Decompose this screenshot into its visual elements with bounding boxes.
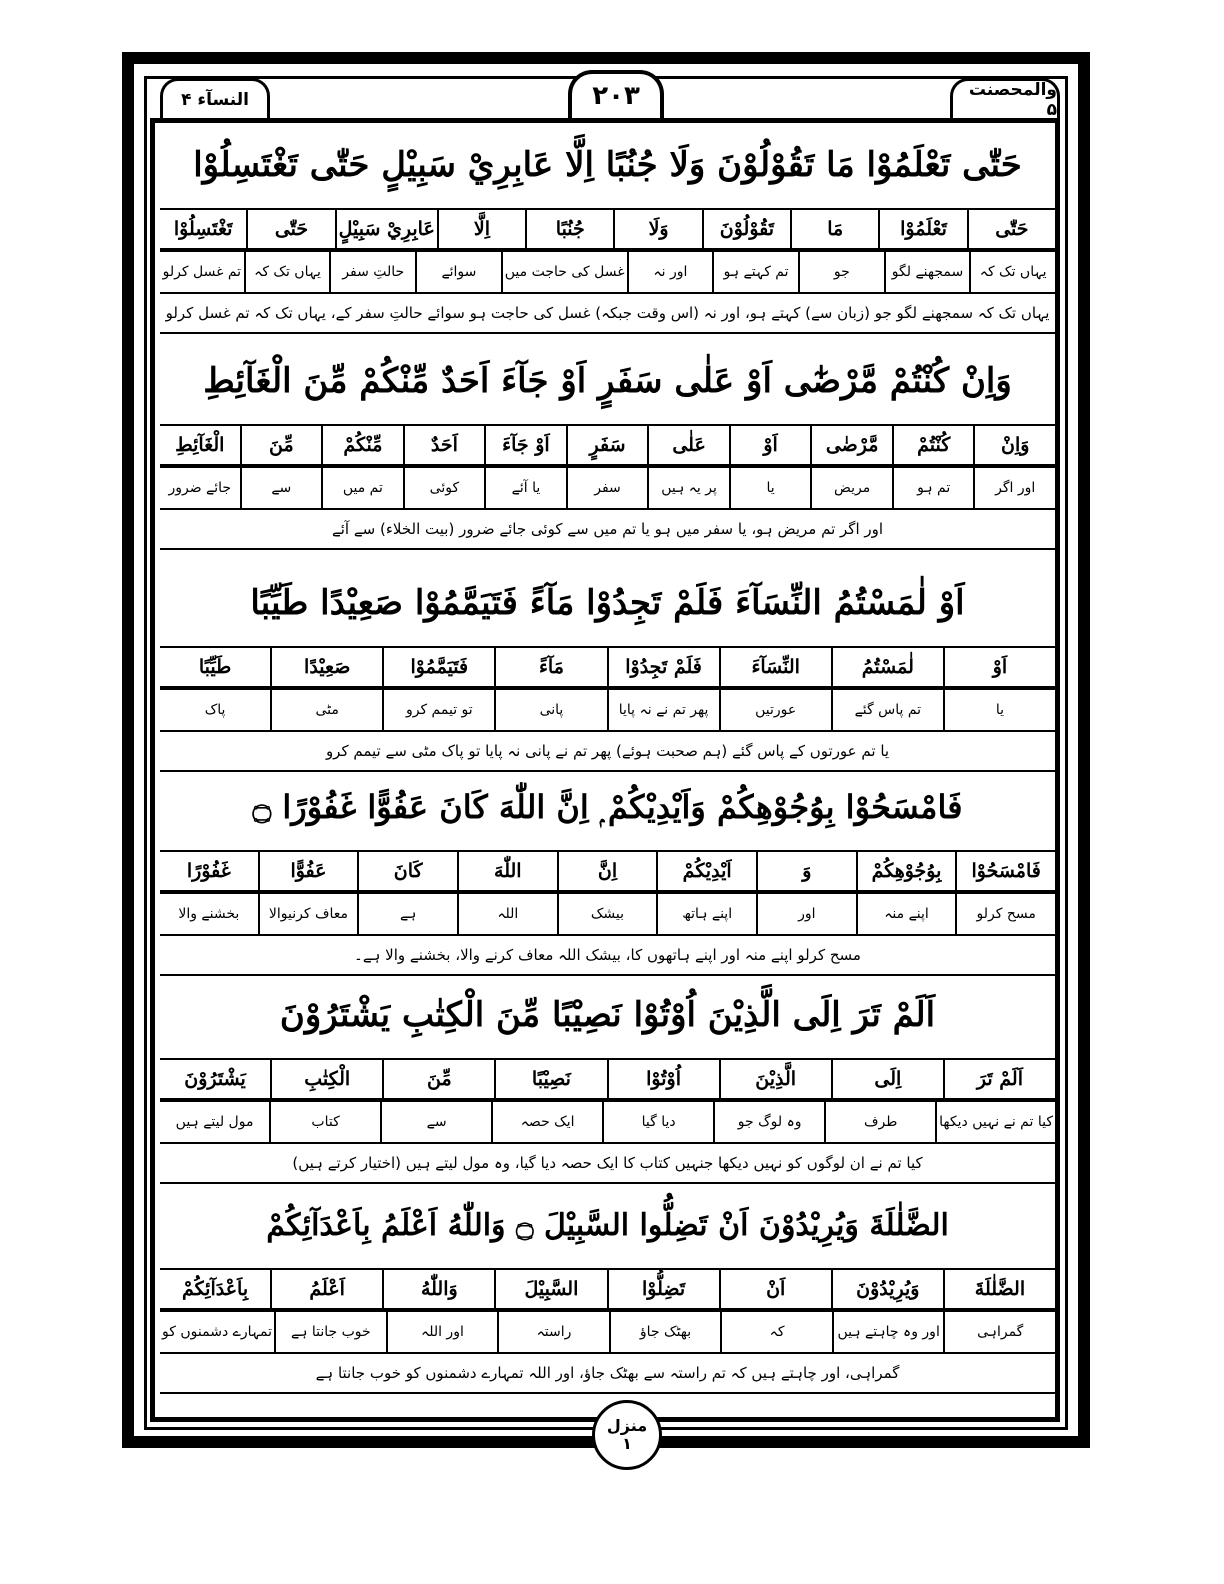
meaning-cell: مٹی bbox=[270, 690, 382, 730]
meaning-cell: اور اگر bbox=[973, 468, 1055, 508]
translation-line: یہاں تک کہ سمجھنے لگو جو (زبان سے) کہتے ہو، اور نہ (اس وقت جبکہ) غسل کی حاجت ہو سوائے حالتِ سفر کے، یہاں تک کہ تم غسل کرلو bbox=[160, 294, 1055, 334]
word-cell: مِّنَ bbox=[382, 1060, 494, 1098]
meaning-cell: یہاں تک کہ bbox=[244, 252, 330, 292]
word-cell: اَحَدٌ bbox=[403, 426, 485, 464]
word-row bbox=[160, 424, 1055, 466]
meaning-row bbox=[160, 688, 1055, 732]
meaning-cell: پر یہ ہیں bbox=[647, 468, 729, 508]
meaning-cell: سے bbox=[380, 1102, 491, 1142]
translation-line: یا تم عورتوں کے پاس گئے (ہم صحبت ہوئے) پھر تم نے پانی نہ پایا تو پاک مٹی سے تیمم کرو bbox=[160, 732, 1055, 772]
word-cell: سَفَرٍ bbox=[566, 426, 648, 464]
word-cell: وَيُرِيْدُوْنَ bbox=[831, 1270, 943, 1308]
meaning-cell: غسل کی حاجت میں bbox=[501, 252, 627, 292]
meaning-cell: عورتیں bbox=[719, 690, 831, 730]
meaning-cell: طرف bbox=[824, 1102, 935, 1142]
meaning-cell: وہ لوگ جو bbox=[713, 1102, 824, 1142]
meaning-cell: مسح کرلو bbox=[955, 894, 1055, 934]
meaning-row bbox=[160, 1100, 1055, 1144]
meaning-cell: کوئی bbox=[403, 468, 485, 508]
meaning-cell: ایک حصہ bbox=[491, 1102, 602, 1142]
meaning-cell: اپنے منہ bbox=[856, 894, 956, 934]
word-cell: فَلَمْ تَجِدُوْا bbox=[607, 648, 719, 686]
meaning-cell: بھٹک جاؤ bbox=[609, 1312, 721, 1352]
word-cell: غَفُوْرًا bbox=[186, 860, 231, 882]
word-cell: الضَّلٰلَةَ bbox=[943, 1270, 1055, 1308]
word-cell: حَتّٰى bbox=[967, 210, 1055, 248]
word-cell: طَيِّبًا bbox=[198, 656, 232, 678]
translation-line: مسح کرلو اپنے منہ اور اپنے ہاتھوں کا، بیشک اللہ معاف کرنے والا، بخشنے والا ہے۔ bbox=[160, 936, 1055, 976]
verse-line: فَامْسَحُوْا بِوُجُوْهِكُمْ وَاَيْدِيْكُمْ ۭ اِنَّ اللّٰهَ كَانَ عَفُوًّا غَفُوْرًا ۝ bbox=[252, 787, 963, 826]
word-cell: حَتّٰى bbox=[246, 210, 334, 248]
translation-line: کیا تم نے ان لوگوں کو نہیں دیکھا جنہیں کتاب کا ایک حصہ دیا گیا، وہ مول لیتے ہیں (اختیار کرتے ہیں) bbox=[160, 1144, 1055, 1184]
word-cell: وَلَا bbox=[613, 210, 701, 248]
word-cell: كَانَ bbox=[357, 852, 457, 890]
meaning-cell: خوب جانتا ہے bbox=[274, 1312, 386, 1352]
meaning-cell: سفر bbox=[566, 468, 648, 508]
word-cell: لٰمَسْتُمُ bbox=[831, 648, 943, 686]
meaning-cell: پھر تم نے نہ پایا bbox=[607, 690, 719, 730]
word-cell: كُنْتُمْ bbox=[892, 426, 974, 464]
word-cell: اَنْ bbox=[719, 1270, 831, 1308]
word-row bbox=[160, 208, 1055, 250]
meaning-row bbox=[160, 466, 1055, 510]
word-cell: فَتَيَمَّمُوْا bbox=[382, 648, 494, 686]
meaning-cell: اور وہ چاہتے ہیں bbox=[832, 1312, 944, 1352]
meaning-cell: جو bbox=[798, 252, 884, 292]
word-cell: تَغْتَسِلُوْا bbox=[173, 218, 233, 240]
manzil-label: منزل bbox=[606, 1416, 648, 1436]
word-cell: اُوْتُوْا bbox=[607, 1060, 719, 1098]
translation-line: اور اگر تم مریض ہو، یا سفر میں ہو یا تم میں سے کوئی جائے ضرور (بیت الخلاء) سے آئے bbox=[160, 510, 1055, 550]
word-cell: اَوْ bbox=[729, 426, 811, 464]
meaning-cell: تم پاس گئے bbox=[831, 690, 943, 730]
meaning-cell: سے bbox=[240, 468, 322, 508]
meaning-cell: تم ہو bbox=[892, 468, 974, 508]
word-cell: اِنَّ bbox=[557, 852, 657, 890]
word-cell: السَّبِيْلَ bbox=[494, 1270, 606, 1308]
word-cell: الْغَآئِطِ bbox=[175, 434, 225, 456]
meaning-row bbox=[160, 892, 1055, 936]
word-cell: مَا bbox=[790, 210, 878, 248]
meaning-cell: تمہارے دشمنوں کو bbox=[162, 1324, 273, 1340]
meaning-cell: سوائے bbox=[415, 252, 501, 292]
word-cell: اِلَّا bbox=[437, 210, 525, 248]
word-cell: نَصِيْبًا bbox=[494, 1060, 606, 1098]
word-cell: فَامْسَحُوْا bbox=[955, 852, 1055, 890]
word-cell: بِوُجُوْهِكُمْ bbox=[856, 852, 956, 890]
meaning-cell: حالتِ سفر bbox=[329, 252, 415, 292]
verse-line: حَتّٰى تَعْلَمُوْا مَا تَقُوْلُوْنَ وَلَا جُنُبًا اِلَّا عَابِرِيْ سَبِيْلٍ حَتّٰى تَغْتَسِلُوْا bbox=[193, 145, 1022, 185]
page-number: ۲۰۳ bbox=[568, 70, 664, 118]
word-cell: اَلَمْ تَرَ bbox=[943, 1060, 1055, 1098]
word-cell: الَّذِيْنَ bbox=[719, 1060, 831, 1098]
meaning-cell: یا bbox=[943, 690, 1055, 730]
word-row bbox=[160, 1268, 1055, 1310]
meaning-cell: تم میں bbox=[321, 468, 403, 508]
meaning-cell: اور اللہ bbox=[386, 1312, 498, 1352]
word-cell: صَعِيْدًا bbox=[270, 648, 382, 686]
meaning-cell: دیا گیا bbox=[602, 1102, 713, 1142]
word-row bbox=[160, 850, 1055, 892]
word-cell: اللّٰهَ bbox=[457, 852, 557, 890]
word-cell: يَشْتَرُوْنَ bbox=[184, 1068, 246, 1090]
word-cell: اَيْدِيْكُمْ bbox=[656, 852, 756, 890]
word-cell: مِّنْكُمْ bbox=[321, 426, 403, 464]
meaning-cell: اپنے ہاتھ bbox=[656, 894, 756, 934]
meaning-cell: پانی bbox=[494, 690, 606, 730]
meaning-cell: تو تیمم کرو bbox=[382, 690, 494, 730]
meaning-cell: اللہ bbox=[457, 894, 557, 934]
meaning-cell: ہے bbox=[357, 894, 457, 934]
word-cell: وَاللّٰهُ bbox=[382, 1270, 494, 1308]
word-cell: مَآءً bbox=[494, 648, 606, 686]
word-cell: الْكِتٰبِ bbox=[270, 1060, 382, 1098]
meaning-cell: اور bbox=[756, 894, 856, 934]
word-row bbox=[160, 646, 1055, 688]
meaning-cell: بخشنے والا bbox=[178, 906, 240, 922]
meaning-cell: یہاں تک کہ bbox=[969, 252, 1055, 292]
meaning-cell: مول لیتے ہیں bbox=[175, 1114, 254, 1130]
word-cell: اَعْلَمُ bbox=[270, 1270, 382, 1308]
word-row bbox=[160, 1058, 1055, 1100]
word-cell: تَضِلُّوْا bbox=[607, 1270, 719, 1308]
word-cell: النِّسَآءَ bbox=[719, 648, 831, 686]
manzil-number: ۱ bbox=[622, 1434, 632, 1453]
meaning-cell: جائے ضرور bbox=[168, 480, 232, 496]
word-cell: عَابِرِيْ سَبِيْلٍ bbox=[335, 210, 437, 248]
word-cell: عَفُوًّا bbox=[258, 852, 358, 890]
meaning-cell: تم غسل کرلو bbox=[162, 264, 242, 280]
meaning-cell: بیشک bbox=[557, 894, 657, 934]
meaning-cell: سمجھنے لگو bbox=[884, 252, 970, 292]
word-cell: جُنُبًا bbox=[525, 210, 613, 248]
word-cell: اَوْ bbox=[943, 648, 1055, 686]
word-cell: تَقُوْلُوْنَ bbox=[702, 210, 790, 248]
meaning-cell: یا bbox=[729, 468, 811, 508]
meaning-cell: مریض bbox=[810, 468, 892, 508]
meaning-row bbox=[160, 250, 1055, 294]
surah-name-label: النسآء ۴ bbox=[160, 78, 270, 118]
verse-line: اَوْ لٰمَسْتُمُ النِّسَآءَ فَلَمْ تَجِدُوْا مَآءً فَتَيَمَّمُوْا صَعِيْدًا طَيِّبًا bbox=[250, 583, 965, 623]
meaning-row bbox=[160, 1310, 1055, 1354]
meaning-cell: تم کہتے ہو bbox=[712, 252, 798, 292]
word-cell: بِاَعْدَآئِكُمْ bbox=[182, 1278, 249, 1300]
verse-line: وَاِنْ كُنْتُمْ مَّرْضٰٓى اَوْ عَلٰى سَفَرٍ اَوْ جَآءَ اَحَدٌ مِّنْكُمْ مِّنَ الْغَآئِطِ bbox=[203, 361, 1012, 401]
meaning-cell: معاف کرنیوالا bbox=[258, 894, 358, 934]
translation-line: گمراہی، اور چاہتے ہیں کہ تم راستہ سے بھٹک جاؤ، اور اللہ تمہارے دشمنوں کو خوب جانتا ہے bbox=[160, 1354, 1055, 1394]
meaning-cell: اور نہ bbox=[627, 252, 713, 292]
word-cell: وَ bbox=[756, 852, 856, 890]
word-cell: اِلَى bbox=[831, 1060, 943, 1098]
meaning-cell: کیا تم نے نہیں دیکھا bbox=[935, 1102, 1055, 1142]
word-cell: اَوْ جَآءَ bbox=[484, 426, 566, 464]
word-cell: عَلٰى bbox=[647, 426, 729, 464]
verse-line: اَلَمْ تَرَ اِلَى الَّذِيْنَ اُوْتُوْا نَصِيْبًا مِّنَ الْكِتٰبِ يَشْتَرُوْنَ bbox=[279, 995, 936, 1035]
word-cell: وَاِنْ bbox=[973, 426, 1055, 464]
meaning-cell: گمراہی bbox=[943, 1312, 1055, 1352]
surah-para-label: والمحصنت ۵ bbox=[950, 78, 1060, 118]
word-cell: مَّرْضٰى bbox=[810, 426, 892, 464]
meaning-cell: یا آئے bbox=[484, 468, 566, 508]
word-cell: تَعْلَمُوْا bbox=[878, 210, 966, 248]
meaning-cell: پاک bbox=[204, 702, 226, 718]
manzil-badge bbox=[592, 1400, 662, 1470]
word-cell: مِّنَ bbox=[240, 426, 322, 464]
meaning-cell: کہ bbox=[720, 1312, 832, 1352]
meaning-cell: کتاب bbox=[269, 1102, 380, 1142]
meaning-cell: راستہ bbox=[497, 1312, 609, 1352]
verse-line: الضَّلٰلَةَ وَيُرِيْدُوْنَ اَنْ تَضِلُّوا السَّبِيْلَ ۝ وَاللّٰهُ اَعْلَمُ بِاَعْدَآئِكُمْ bbox=[266, 1207, 949, 1243]
